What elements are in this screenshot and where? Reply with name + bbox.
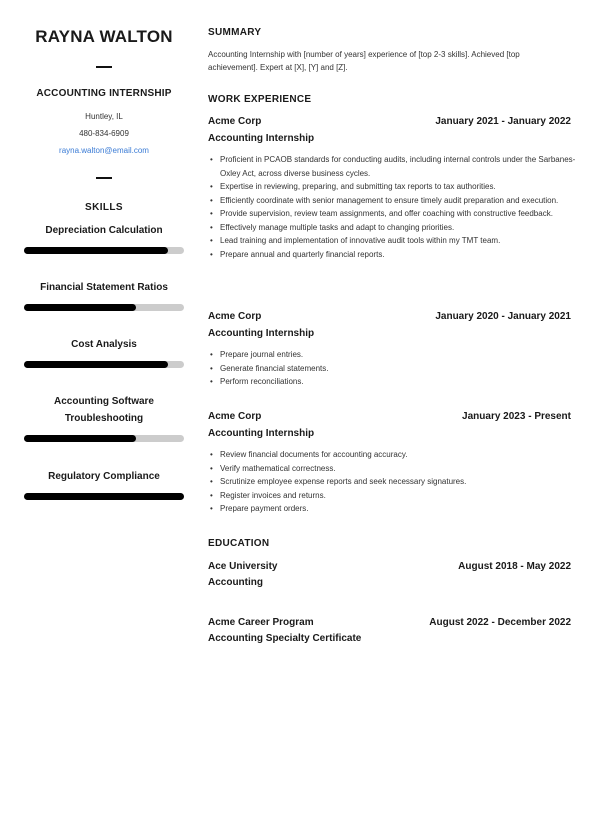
summary-heading: SUMMARY: [208, 27, 262, 38]
school-name: Ace University: [208, 561, 278, 572]
skill-name: Regulatory Compliance: [48, 471, 160, 482]
skill-bar: [24, 304, 184, 311]
bullet-item: • Proficient in PCAOB standards for conducting audits, including internal controls under the Sarbanes-Oxley Act, across diverse business cycles.: [220, 153, 583, 180]
skill-level-fill: [24, 247, 168, 254]
bullet-item: • Register invoices and returns.: [220, 489, 583, 503]
skills-heading: SKILLS: [85, 202, 123, 213]
skill-name: Cost Analysis: [71, 339, 137, 350]
bullet-item: • Effectively manage multiple tasks and adapt to changing priorities.: [220, 221, 583, 235]
bullet-item: • Efficiently coordinate with senior management to ensure timely audit preparation and execution.: [220, 194, 583, 208]
company-name: Acme Corp: [208, 311, 262, 322]
skill-level-fill: [24, 304, 136, 311]
contact-divider: [96, 177, 112, 179]
job-bullets: [208, 448, 583, 516]
job-role: Accounting Internship: [208, 328, 315, 339]
bullet-item: • Scrutinize employee expense reports and seek necessary signatures.: [220, 475, 583, 489]
job-role: Accounting Internship: [208, 428, 315, 439]
main-content: [208, 0, 594, 838]
phone: 480-834-6909: [79, 129, 129, 138]
degree: Accounting: [208, 577, 263, 588]
skill-name: Financial Statement Ratios: [40, 282, 168, 293]
job-dates: January 2020 - January 2021: [435, 311, 571, 322]
skill-name: Depreciation Calculation: [45, 225, 163, 236]
bullet-item: • Verify mathematical correctness.: [220, 462, 583, 476]
education-dates: August 2022 - December 2022: [429, 617, 571, 628]
candidate-name: RAYNA WALTON: [35, 27, 173, 46]
skill-bar: [24, 361, 184, 368]
summary-text: Accounting Internship with [number of years] experience of [top 2-3 skills]. Achieved [top achievement]. Expert at [X], [Y] and [Z].: [208, 50, 520, 72]
degree: Accounting Specialty Certificate: [208, 633, 362, 644]
skill-name: Accounting Software Troubleshooting: [53, 396, 154, 424]
bullet-item: • Prepare annual and quarterly financial reports.: [220, 248, 583, 262]
education-heading: EDUCATION: [208, 538, 270, 549]
job-dates: January 2021 - January 2022: [435, 116, 571, 127]
bullet-item: • Review financial documents for accounting accuracy.: [220, 448, 583, 462]
job-bullets: [208, 153, 583, 261]
skill-level-fill: [24, 493, 184, 500]
skill-level-fill: [24, 435, 136, 442]
job-bullets: [208, 348, 583, 389]
skill-bar: [24, 493, 184, 500]
bullet-item: • Lead training and implementation of innovative audit tools within my TMT team.: [220, 234, 583, 248]
bullet-item: • Generate financial statements.: [220, 362, 583, 376]
bullet-item: • Prepare payment orders.: [220, 502, 583, 516]
location: Huntley, IL: [85, 112, 123, 121]
bullet-item: • Expertise in reviewing, preparing, and submitting tax reports to tax authorities.: [220, 180, 583, 194]
email-link[interactable]: rayna.walton@email.com: [59, 146, 149, 155]
job-dates: January 2023 - Present: [462, 411, 571, 422]
skill-bar: [24, 247, 184, 254]
sidebar: [0, 0, 208, 838]
name-divider: [96, 66, 112, 68]
job-role: Accounting Internship: [208, 133, 315, 144]
school-name: Acme Career Program: [208, 617, 314, 628]
experience-heading: WORK EXPERIENCE: [208, 94, 312, 105]
company-name: Acme Corp: [208, 411, 262, 422]
skill-level-fill: [24, 361, 168, 368]
bullet-item: • Prepare journal entries.: [220, 348, 583, 362]
skill-bar: [24, 435, 184, 442]
job-title: ACCOUNTING INTERNSHIP: [36, 88, 172, 99]
education-dates: August 2018 - May 2022: [458, 561, 571, 572]
bullet-item: • Provide supervision, review team assignments, and offer coaching with constructive feedback.: [220, 207, 583, 221]
bullet-item: • Perform reconciliations.: [220, 375, 583, 389]
company-name: Acme Corp: [208, 116, 262, 127]
